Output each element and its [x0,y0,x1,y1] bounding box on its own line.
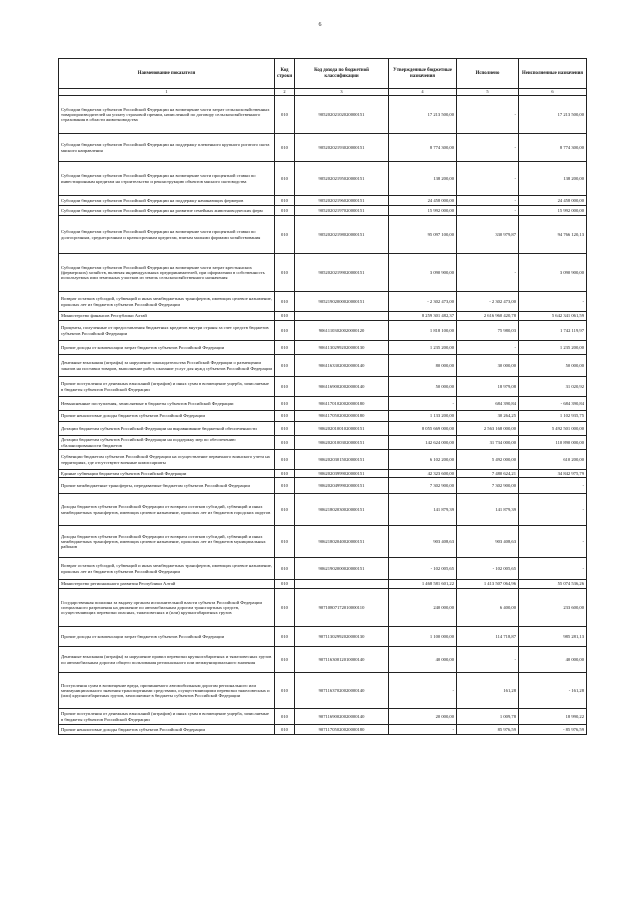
page-number: 6 [318,22,322,28]
row-name: Субсидии бюджетам субъектов Российской Федерации на возмещение части затрат крестьянских (фермерских) хозяйств, включая индивидуальных предпринимателей, при оформлении в собственность используемых ими земельных участков из земель сельскохозяйственного назначения [59,254,275,292]
row-approved: 8 259 301 482,37 [389,312,457,321]
table-row [59,292,587,312]
row-unexecuted: 110 890 000,00 [519,436,587,450]
header-approved: Утвержденные бюджетные назначения [389,59,457,89]
row-line-code: 010 [275,321,295,341]
table-row [59,422,587,436]
row-approved: 17 213 500,00 [389,96,457,134]
row-unexecuted: 138 200,00 [519,162,587,196]
row-executed: 2 616 960 420,78 [457,312,519,321]
row-executed: 114 718,87 [457,627,519,647]
row-name: Возврат остатков субсидий, субвенций и иных межбюджетных трансфертов, имеющих целевое назначение, прошлых лет из бюджетов субъектов Российской Федерации [59,292,275,312]
column-number: 3 [295,89,389,96]
row-executed: 141 879,39 [457,494,519,526]
row-executed: 30 264,25 [457,411,519,422]
table-row [59,709,587,725]
row-approved: - 2 302 473,00 [389,292,457,312]
row-line-code: 010 [275,397,295,411]
row-unexecuted: 40 000,00 [519,647,587,673]
row-executed: - [457,134,519,162]
row-income-code: 90711637020020000140 [295,673,389,709]
row-executed: - 2 302 473,00 [457,292,519,312]
row-unexecuted: 94 766 120,13 [519,216,587,254]
row-line-code: 010 [275,725,295,735]
row-approved: - [389,397,457,411]
row-income-code: 90611705020020000180 [295,411,389,422]
row-executed: 1 009,78 [457,709,519,725]
table-row [59,216,587,254]
row-approved: 1 133 200,00 [389,411,457,422]
row-income-code: 90520202199020000151 [295,254,389,292]
row-executed: - [457,254,519,292]
row-name: Прочие неналоговые доходы бюджетов субъектов Российской Федерации [59,411,275,422]
table-row [59,341,587,355]
row-name: Субвенции бюджетам субъектов Российской Федерации на осуществление первичного воинского учета на территориях, где отсутствуют военные комиссариаты [59,450,275,470]
row-unexecuted: 17 213 500,00 [519,96,587,134]
row-unexecuted: 5 492 501 000,00 [519,422,587,436]
row-income-code: 90620203999020000151 [295,470,389,478]
row-approved: - [389,725,457,735]
header-income-code: Код дохода по бюджетной классификации [295,59,389,89]
row-unexecuted: 1 102 935,75 [519,411,587,422]
row-approved: 240 000,00 [389,589,457,627]
row-approved: 1 100 000,00 [389,627,457,647]
table-row [59,196,587,206]
row-approved: 50 000,00 [389,377,457,397]
row-approved: 3 090 900,00 [389,254,457,292]
row-line-code: 010 [275,647,295,673]
row-approved: 20 000,00 [389,709,457,725]
table-row [59,558,587,580]
row-unexecuted: - 85 976,59 [519,725,587,735]
row-unexecuted: - 161,28 [519,673,587,709]
row-name: Министерство финансов Республики Алтай [59,312,275,321]
header-executed: Исполнено [457,59,519,89]
table-row [59,162,587,196]
row-income-code: 90520202195020000151 [295,162,389,196]
table-row [59,647,587,673]
row-income-code: 90621902000020000151 [295,558,389,580]
header-row [59,59,587,89]
table-row [59,580,587,589]
row-name: Прочие неналоговые доходы бюджетов субъектов Российской Федерации [59,725,275,735]
row-approved: - 102 005,65 [389,558,457,580]
row-name: Прочие доходы от компенсации затрат бюджетов субъектов Российской Федерации [59,627,275,647]
column-number: 1 [59,89,275,96]
row-executed: 6 400,00 [457,589,519,627]
row-executed: 85 976,59 [457,725,519,735]
row-executed: 161,28 [457,673,519,709]
row-executed: 330 979,87 [457,216,519,254]
row-income-code: 90620201001020000151 [295,422,389,436]
row-unexecuted: 1 742 119,97 [519,321,587,341]
row-line-code: 010 [275,96,295,134]
row-executed: 18 979,08 [457,377,519,397]
row-unexecuted: 18 990,22 [519,709,587,725]
row-unexecuted: 50 000,00 [519,355,587,377]
row-income-code [295,312,389,321]
row-name: Государственная пошлина за выдачу органом исполнительной власти субъекта Российской Федерации специального разрешения на движение по автомобильным дорогам транспортных средств, осуществляющих перевозки опасных, тяжеловесных и (или) крупногабаритных грузов [59,589,275,627]
row-name: Субсидии бюджетам субъектов Российской Федерации на поддержку племенного крупного рогатого скота мясного направления [59,134,275,162]
row-income-code: 90620203015020000151 [295,450,389,470]
row-approved: - [389,673,457,709]
row-name: Субсидии бюджетам субъектов Российской Федерации на возмещение части затрат сельскохозяйственных товаропроизводителей на уплату страховой премии, начисленной по договору сельскохозяйственного страхования в области животноводства [59,96,275,134]
row-approved: 40 000,00 [389,647,457,673]
table-row [59,589,587,627]
row-unexecuted: - [519,494,587,526]
header-line-code: Код строки [275,59,295,89]
table-row [59,526,587,558]
row-name: Проценты, полученные от предоставления бюджетных кредитов внутри страны за счет средств бюджетов субъектов Российской Федерации [59,321,275,341]
row-executed: - [457,206,519,216]
row-income-code: 90521902000020000151 [295,292,389,312]
row-unexecuted: 24 458 000,00 [519,196,587,206]
row-approved: 24 458 000,00 [389,196,457,206]
table-row [59,312,587,321]
table-row [59,725,587,735]
row-executed: 2 563 168 000,00 [457,422,519,436]
row-executed: 1 413 507 064,96 [457,580,519,589]
row-approved: 1 235 200,00 [389,341,457,355]
row-executed: 75 980,03 [457,321,519,341]
row-income-code: 90620201003020000151 [295,436,389,450]
row-income-code: 90611633020020000140 [295,355,389,377]
row-executed: 7 302 900,00 [457,478,519,494]
row-unexecuted: - [519,478,587,494]
row-income-code: 90520202193020000151 [295,134,389,162]
row-income-code: 90711690020020000140 [295,709,389,725]
table-row [59,450,587,470]
row-line-code: 010 [275,134,295,162]
row-executed: 7 480 624,21 [457,470,519,478]
row-approved: 1 468 581 601,22 [389,580,457,589]
row-unexecuted: - 684 390,84 [519,397,587,411]
row-income-code: 90520202198020000151 [295,216,389,254]
row-name: Субсидии бюджетам субъектов Российской Федерации на возмещение части процентной ставки по инвестиционным кредитам на строительство и реконструкцию объектов мясного скотоводства [59,162,275,196]
row-income-code: 90711630012010000140 [295,647,389,673]
row-line-code: 010 [275,377,295,397]
row-income-code: 90621802030020000151 [295,494,389,526]
row-name: Субсидии бюджетам субъектов Российской Федерации на возмещение части процентной ставки по долгосрочным, среднесрочным и краткосрочным кредитам, взятым малыми формами хозяйствования [59,216,275,254]
row-approved: 142 624 000,00 [389,436,457,450]
row-line-code: 010 [275,312,295,321]
table-body [59,96,587,735]
row-income-code: 90621802040020000151 [295,526,389,558]
row-executed: 5 492 000,00 [457,450,519,470]
row-line-code: 010 [275,436,295,450]
row-name: Прочие доходы от компенсации затрат бюджетов субъектов Российской Федерации [59,341,275,355]
row-line-code: 010 [275,411,295,422]
column-number-row [59,89,587,96]
row-approved: 8 055 669 000,00 [389,422,457,436]
row-approved: 903 408,63 [389,526,457,558]
row-approved: 42 323 600,00 [389,470,457,478]
row-executed: 903 408,63 [457,526,519,558]
row-approved: 80 000,00 [389,355,457,377]
row-unexecuted: 34 842 975,79 [519,470,587,478]
table-row [59,355,587,377]
row-unexecuted: 31 020,92 [519,377,587,397]
row-approved: 95 097 100,00 [389,216,457,254]
row-unexecuted: - [519,292,587,312]
row-line-code: 010 [275,162,295,196]
row-executed: 31 734 000,00 [457,436,519,450]
row-executed: - [457,341,519,355]
table-row [59,397,587,411]
column-number: 2 [275,89,295,96]
row-name: Субсидии бюджетам субъектов Российской Федерации на развитие семейных животноводческих ферм [59,206,275,216]
row-line-code: 010 [275,558,295,580]
row-unexecuted: - [519,526,587,558]
row-income-code: 90520202197020000151 [295,206,389,216]
row-name: Прочие поступления от денежных взысканий (штрафов) и иных сумм в возмещение ущерба, зачисляемые в бюджеты субъектов Российской Федерации [59,709,275,725]
table-row [59,673,587,709]
row-line-code: 010 [275,494,295,526]
row-approved: 7 302 900,00 [389,478,457,494]
table-row [59,206,587,216]
row-name: Единые субвенции бюджетам субъектов Российской Федерации [59,470,275,478]
row-name: Прочие межбюджетные трансферты, передаваемые бюджетам субъектов Российской Федерации [59,478,275,494]
row-income-code: 90710807172010000110 [295,589,389,627]
row-line-code: 010 [275,422,295,436]
row-executed: - [457,647,519,673]
row-income-code: 90520202196020000151 [295,196,389,206]
row-line-code: 010 [275,196,295,206]
row-line-code: 010 [275,526,295,558]
row-approved: 1 818 100,00 [389,321,457,341]
row-executed: 30 000,00 [457,355,519,377]
table-row [59,436,587,450]
row-name: Дотации бюджетам субъектов Российской Федерации на выравнивание бюджетной обеспеченности [59,422,275,436]
row-approved: 138 200,00 [389,162,457,196]
row-unexecuted: 610 200,00 [519,450,587,470]
row-name: Доходы бюджетов субъектов Российской Федерации от возврата остатков субсидий, субвенций и иных межбюджетных трансфертов, имеющих целевое назначение, прошлых лет из бюджетов городских округов [59,494,275,526]
row-name: Возврат остатков субсидий, субвенций и иных межбюджетных трансфертов, имеющих целевое назначение, прошлых лет из бюджетов субъектов Российской Федерации [59,558,275,580]
row-income-code: 90711302992020000130 [295,627,389,647]
row-line-code: 010 [275,254,295,292]
table-row [59,470,587,478]
row-income-code: 90520202102020000151 [295,96,389,134]
row-executed: - [457,162,519,196]
row-executed: 684 390,84 [457,397,519,411]
row-name: Денежные взыскания (штрафы) за нарушение правил перевозки крупногабаритных и тяжеловесных грузов по автомобильным дорогам общего пользования регионального или межмуниципального значения [59,647,275,673]
row-executed: - 102 005,65 [457,558,519,580]
row-unexecuted: 15 992 000,00 [519,206,587,216]
row-unexecuted: 985 281,13 [519,627,587,647]
column-number: 5 [457,89,519,96]
row-name: Доходы бюджетов субъектов Российской Федерации от возврата остатков субсидий, субвенций и иных межбюджетных трансфертов, имеющих целевое назначение, прошлых лет из бюджетов муниципальных районов [59,526,275,558]
column-number: 4 [389,89,457,96]
row-line-code: 010 [275,470,295,478]
row-income-code: 90611302992020000130 [295,341,389,355]
row-income-code [295,580,389,589]
table-row [59,96,587,134]
table-row [59,478,587,494]
row-line-code: 010 [275,709,295,725]
row-line-code: 010 [275,589,295,627]
row-income-code: 90620204999020000151 [295,478,389,494]
row-unexecuted: 233 600,00 [519,589,587,627]
row-unexecuted: 1 235 200,00 [519,341,587,355]
row-name: Министерство регионального развития Республики Алтай [59,580,275,589]
column-number: 6 [519,89,587,96]
row-approved: 6 102 200,00 [389,450,457,470]
row-executed: - [457,196,519,206]
table-row [59,321,587,341]
row-line-code: 010 [275,450,295,470]
row-unexecuted: 55 074 536,26 [519,580,587,589]
row-unexecuted: 5 642 341 061,59 [519,312,587,321]
row-name: Невыясненные поступления, зачисляемые в бюджеты субъектов Российской Федерации [59,397,275,411]
row-income-code: 90611690020020000140 [295,377,389,397]
row-line-code: 010 [275,355,295,377]
table-row [59,377,587,397]
header-unexecuted: Неисполненные назначения [519,59,587,89]
row-executed: - [457,96,519,134]
row-name: Поступления сумм в возмещение вреда, причиняемого автомобильным дорогам регионального или межмуниципального значения транспортными средствами, осуществляющими перевозки тяжеловесных и (или) крупногабаритных грузов, зачисляемые в бюджеты субъектов Российской Федерации [59,673,275,709]
row-unexecuted: 8 774 300,00 [519,134,587,162]
header-name: Наименование показателя [59,59,275,89]
table-row [59,254,587,292]
row-line-code: 010 [275,580,295,589]
row-approved: 15 992 000,00 [389,206,457,216]
row-income-code: 90711705020020000180 [295,725,389,735]
row-income-code: 90611701020020000180 [295,397,389,411]
row-line-code: 010 [275,673,295,709]
table-row [59,411,587,422]
row-name: Денежные взыскания (штрафы) за нарушение законодательства Российской Федерации о размещении заказов на поставки товаров, выполнение работ, оказание услуг для нужд субъектов Российской Федерации [59,355,275,377]
row-unexecuted: 3 090 900,00 [519,254,587,292]
table-row [59,134,587,162]
row-approved: 8 774 300,00 [389,134,457,162]
table-row [59,494,587,526]
row-line-code: 010 [275,341,295,355]
row-name: Дотации бюджетам субъектов Российской Федерации на поддержку мер по обеспечению сбалансированности бюджетов [59,436,275,450]
row-line-code: 010 [275,478,295,494]
row-approved: 141 879,39 [389,494,457,526]
row-line-code: 010 [275,292,295,312]
table-row [59,627,587,647]
row-name: Субсидии бюджетам субъектов Российской Федерации на поддержку начинающих фермеров [59,196,275,206]
row-income-code: 90611103020020000120 [295,321,389,341]
row-unexecuted: - [519,558,587,580]
row-line-code: 010 [275,216,295,254]
income-table [58,58,587,735]
row-line-code: 010 [275,206,295,216]
row-line-code: 010 [275,627,295,647]
row-name: Прочие поступления от денежных взысканий (штрафов) и иных сумм в возмещение ущерба, зачисляемые в бюджеты субъектов Российской Федерации [59,377,275,397]
